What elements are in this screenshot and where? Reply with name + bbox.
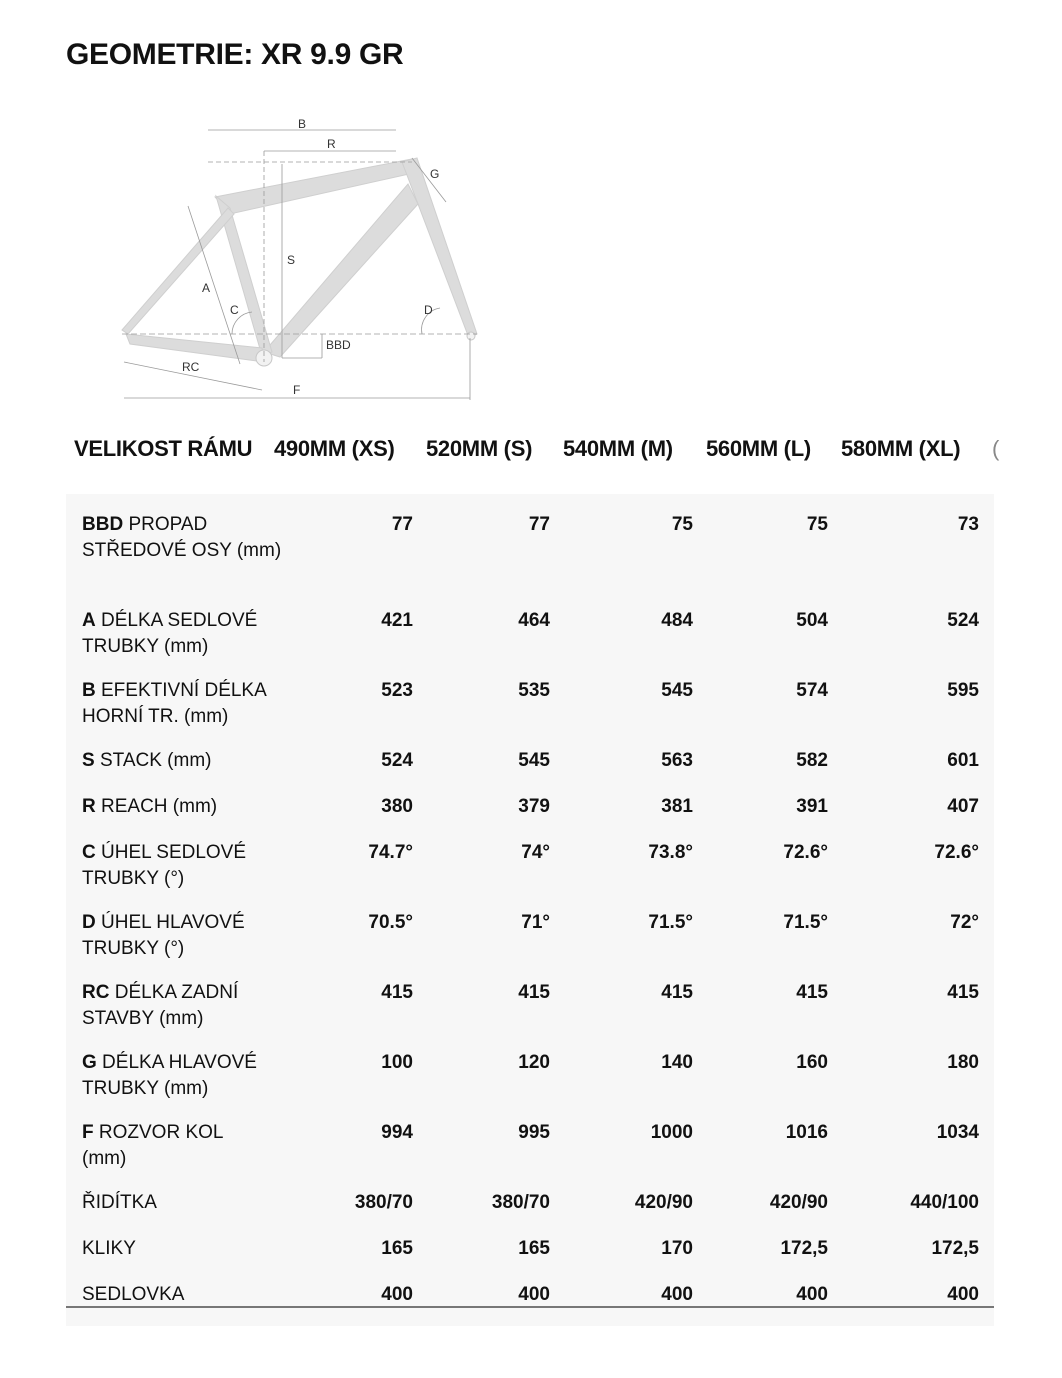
frame-geometry-diagram [112, 112, 482, 407]
cell-m: 75 [671, 514, 693, 535]
cell-s: 535 [518, 680, 550, 701]
row-label: RC DÉLKA ZADNÍ STAVBY (mm) [82, 982, 239, 1029]
cell-l: 72.6° [783, 842, 828, 863]
row-label: BBD PROPAD STŘEDOVÉ OSY (mm) [82, 514, 282, 561]
label-s: S [287, 253, 296, 267]
row-label: S STACK (mm) [82, 750, 212, 771]
cell-s: 379 [518, 796, 550, 817]
cell-m: 415 [661, 982, 693, 1003]
cell-xl: 1034 [936, 1122, 979, 1143]
bike-frame-illustration [122, 158, 477, 362]
cell-l: 400 [796, 1284, 828, 1305]
cell-xs: 100 [381, 1052, 413, 1073]
row-label: A DÉLKA SEDLOVÉ TRUBKY (mm) [82, 610, 258, 657]
cell-l: 160 [796, 1052, 828, 1073]
cell-xs: 421 [381, 610, 413, 631]
row-label: B EFEKTIVNÍ DÉLKA HORNÍ TR. (mm) [82, 680, 266, 727]
header-size-xl: 580MM (XL) [841, 436, 961, 461]
cell-l: 1016 [785, 1122, 828, 1143]
cell-xl: 72° [950, 912, 979, 933]
cell-s: 380/70 [491, 1192, 550, 1213]
cell-xl: 415 [947, 982, 979, 1003]
cell-s: 74° [521, 842, 550, 863]
label-b: B [298, 117, 307, 131]
row-label: F ROZVOR KOL (mm) [82, 1122, 223, 1169]
front-axle [467, 332, 475, 340]
cell-l: 415 [796, 982, 828, 1003]
cell-xl: 400 [947, 1284, 979, 1305]
cell-m: 545 [661, 680, 693, 701]
cell-m: 420/90 [634, 1192, 693, 1213]
page-title: GEOMETRIE: XR 9.9 GR [66, 38, 404, 71]
header-size-xs: 490MM (XS) [274, 436, 395, 461]
cell-l: 504 [796, 610, 828, 631]
label-a: A [202, 281, 211, 295]
header-truncated-column[interactable]: ( [992, 436, 1000, 461]
cell-l: 420/90 [769, 1192, 828, 1213]
cell-xs: 70.5° [368, 912, 413, 933]
label-d: D [424, 303, 433, 317]
cell-xl: 440/100 [910, 1192, 979, 1213]
cell-xs: 400 [381, 1284, 413, 1305]
label-bbd: BBD [326, 338, 351, 352]
cell-l: 582 [796, 750, 828, 771]
dimension-lines [122, 130, 477, 400]
label-g: G [430, 167, 440, 181]
cell-xl: 72.6° [934, 842, 979, 863]
table-bottom-border [66, 1306, 994, 1308]
cell-xl: 172,5 [931, 1238, 979, 1259]
cell-xs: 415 [381, 982, 413, 1003]
cell-s: 165 [518, 1238, 550, 1259]
row-label: D ÚHEL HLAVOVÉ TRUBKY (°) [82, 912, 245, 959]
cell-xs: 380 [381, 796, 413, 817]
cell-xl: 601 [947, 750, 979, 771]
cell-xs: 523 [381, 680, 413, 701]
header-frame-size: VELIKOST RÁMU [74, 436, 253, 461]
cell-l: 172,5 [780, 1238, 828, 1259]
cell-xs: 380/70 [354, 1192, 413, 1213]
row-label: ŘIDÍTKA [82, 1192, 157, 1213]
label-c: C [230, 303, 239, 317]
row-label: G DÉLKA HLAVOVÉ TRUBKY (mm) [82, 1052, 257, 1099]
cell-xs: 74.7° [368, 842, 413, 863]
cell-xl: 180 [947, 1052, 979, 1073]
cell-m: 381 [661, 796, 693, 817]
cell-m: 484 [661, 610, 693, 631]
row-label: R REACH (mm) [82, 796, 218, 817]
geometry-table[interactable] [66, 494, 994, 1326]
cell-s: 545 [518, 750, 550, 771]
row-label: KLIKY [82, 1238, 136, 1259]
cell-xs: 994 [381, 1122, 413, 1143]
cell-l: 574 [796, 680, 828, 701]
header-size-l: 560MM (L) [706, 436, 811, 461]
cell-l: 391 [796, 796, 828, 817]
cell-s: 995 [518, 1122, 550, 1143]
cell-s: 400 [518, 1284, 550, 1305]
cell-xs: 524 [381, 750, 413, 771]
cell-m: 140 [661, 1052, 693, 1073]
cell-xs: 165 [381, 1238, 413, 1259]
label-rc: RC [182, 360, 200, 374]
row-label: C ÚHEL SEDLOVÉ TRUBKY (°) [82, 842, 247, 889]
header-size-m: 540MM (M) [563, 436, 673, 461]
cell-m: 170 [661, 1238, 693, 1259]
cell-s: 415 [518, 982, 550, 1003]
cell-s: 464 [518, 610, 550, 631]
cell-l: 75 [806, 514, 828, 535]
cell-xl: 73 [957, 514, 979, 535]
cell-xs: 77 [391, 514, 413, 535]
row-label: SEDLOVKA [82, 1284, 185, 1305]
label-f: F [293, 383, 301, 397]
cell-xl: 595 [947, 680, 979, 701]
cell-s: 77 [528, 514, 550, 535]
label-r: R [327, 137, 336, 151]
cell-s: 71° [521, 912, 550, 933]
cell-xl: 407 [947, 796, 979, 817]
header-size-s: 520MM (S) [426, 436, 533, 461]
cell-m: 73.8° [648, 842, 693, 863]
cell-m: 563 [661, 750, 693, 771]
cell-m: 71.5° [648, 912, 693, 933]
cell-m: 1000 [650, 1122, 693, 1143]
cell-s: 120 [518, 1052, 550, 1073]
cell-xl: 524 [947, 610, 979, 631]
cell-m: 400 [661, 1284, 693, 1305]
cell-l: 71.5° [783, 912, 828, 933]
